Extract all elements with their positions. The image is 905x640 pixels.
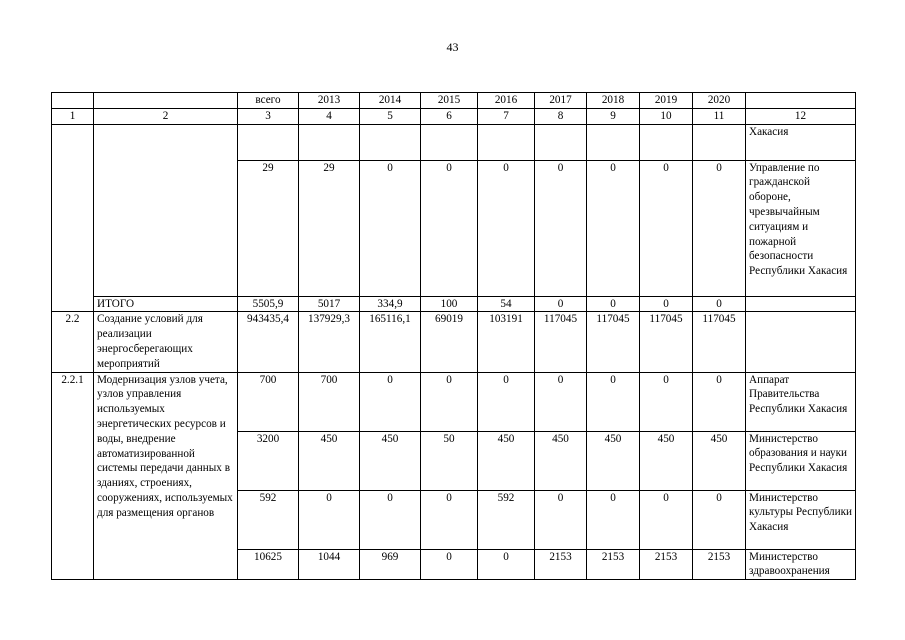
- value-cell: 0: [693, 490, 746, 549]
- total-row: [52, 296, 856, 312]
- value-cell: 592: [238, 490, 299, 549]
- column-number: 11: [693, 108, 746, 124]
- program-table: [51, 92, 856, 580]
- header-cell-empty: [94, 93, 238, 109]
- value-cell: 5505,9: [238, 296, 299, 312]
- column-number: 2: [94, 108, 238, 124]
- value-cell: 0: [421, 549, 478, 580]
- value-cell: 592: [478, 490, 535, 549]
- value-cell: 0: [587, 490, 640, 549]
- value-cell: 137929,3: [299, 312, 360, 372]
- value-cell: 10625: [238, 549, 299, 580]
- value-cell: 117045: [587, 312, 640, 372]
- header-year: 2018: [587, 93, 640, 109]
- column-number: 5: [360, 108, 421, 124]
- value-cell: 0: [421, 372, 478, 431]
- column-number: 10: [640, 108, 693, 124]
- column-number: 1: [52, 108, 94, 124]
- table-row: [52, 124, 856, 160]
- column-number: 6: [421, 108, 478, 124]
- value-cell: 0: [299, 490, 360, 549]
- value-cell: 0: [535, 490, 587, 549]
- value-cell: 0: [640, 296, 693, 312]
- value-cell: 50: [421, 431, 478, 490]
- row-name-cell: Модернизация узлов учета, узлов управления используемых энергетических ресурсов и воды, внедрение автоматизированной системы передачи данных в зданиях, строениях, сооружениях, используемых для размещения органов: [94, 372, 238, 580]
- header-year: всего: [238, 93, 299, 109]
- value-cell: 0: [360, 160, 421, 296]
- executor-cell: [746, 312, 856, 372]
- value-cell: [421, 124, 478, 160]
- executor-cell: Министерство образования и науки Республики Хакасия: [746, 431, 856, 490]
- value-cell: 450: [535, 431, 587, 490]
- table-row: [52, 312, 856, 372]
- value-cell: 29: [238, 160, 299, 296]
- value-cell: 0: [587, 372, 640, 431]
- value-cell: 69019: [421, 312, 478, 372]
- row-number-cell: 2.2.1: [52, 372, 94, 580]
- value-cell: [640, 124, 693, 160]
- value-cell: 29: [299, 160, 360, 296]
- column-number: 4: [299, 108, 360, 124]
- column-number: 8: [535, 108, 587, 124]
- value-cell: 0: [421, 490, 478, 549]
- header-year: 2020: [693, 93, 746, 109]
- value-cell: [238, 124, 299, 160]
- value-cell: 450: [478, 431, 535, 490]
- value-cell: 0: [693, 160, 746, 296]
- value-cell: 700: [299, 372, 360, 431]
- value-cell: 0: [535, 372, 587, 431]
- value-cell: 0: [587, 160, 640, 296]
- executor-cell: Министерство культуры Республики Хакасия: [746, 490, 856, 549]
- value-cell: 2153: [587, 549, 640, 580]
- value-cell: 117045: [640, 312, 693, 372]
- header-year: 2015: [421, 93, 478, 109]
- value-cell: 103191: [478, 312, 535, 372]
- value-cell: 0: [587, 296, 640, 312]
- executor-cell: Министерство здравоохранения: [746, 549, 856, 580]
- row-name-cell: Создание условий для реализации энергосберегающих мероприятий: [94, 312, 238, 372]
- value-cell: 117045: [535, 312, 587, 372]
- column-number: 9: [587, 108, 640, 124]
- value-cell: 0: [535, 296, 587, 312]
- column-number: 12: [746, 108, 856, 124]
- row-name-cell: ИТОГО: [94, 296, 238, 312]
- value-cell: 334,9: [360, 296, 421, 312]
- value-cell: 0: [421, 160, 478, 296]
- value-cell: 969: [360, 549, 421, 580]
- value-cell: 117045: [693, 312, 746, 372]
- value-cell: 0: [640, 490, 693, 549]
- header-year: 2016: [478, 93, 535, 109]
- header-year: 2017: [535, 93, 587, 109]
- value-cell: 0: [360, 490, 421, 549]
- value-cell: 5017: [299, 296, 360, 312]
- value-cell: 2153: [693, 549, 746, 580]
- header-cell-empty: [746, 93, 856, 109]
- column-number: 7: [478, 108, 535, 124]
- value-cell: 1044: [299, 549, 360, 580]
- value-cell: 943435,4: [238, 312, 299, 372]
- value-cell: 0: [535, 160, 587, 296]
- column-number-row: [52, 108, 856, 124]
- value-cell: 450: [299, 431, 360, 490]
- value-cell: 0: [693, 372, 746, 431]
- executor-cell: Хакасия: [746, 124, 856, 160]
- value-cell: [693, 124, 746, 160]
- value-cell: [478, 124, 535, 160]
- page-number: 43: [446, 40, 459, 54]
- row-number-cell: [52, 124, 94, 312]
- value-cell: [587, 124, 640, 160]
- value-cell: 0: [693, 296, 746, 312]
- value-cell: 0: [640, 160, 693, 296]
- row-name-cell: [94, 124, 238, 296]
- value-cell: [535, 124, 587, 160]
- value-cell: 450: [360, 431, 421, 490]
- value-cell: 2153: [535, 549, 587, 580]
- column-number: 3: [238, 108, 299, 124]
- value-cell: 0: [640, 372, 693, 431]
- header-year: 2019: [640, 93, 693, 109]
- row-number-cell: 2.2: [52, 312, 94, 372]
- value-cell: 450: [587, 431, 640, 490]
- value-cell: 2153: [640, 549, 693, 580]
- header-year: 2013: [299, 93, 360, 109]
- value-cell: 54: [478, 296, 535, 312]
- value-cell: 700: [238, 372, 299, 431]
- value-cell: [299, 124, 360, 160]
- value-cell: 0: [478, 160, 535, 296]
- executor-cell: Управление по гражданской обороне, чрезвычайным ситуациям и пожарной безопасности Республики Хакасия: [746, 160, 856, 296]
- value-cell: 0: [360, 372, 421, 431]
- value-cell: 450: [640, 431, 693, 490]
- value-cell: 0: [478, 549, 535, 580]
- executor-cell: Аппарат Правительства Республики Хакасия: [746, 372, 856, 431]
- header-cell-empty: [52, 93, 94, 109]
- year-header-row: [52, 93, 856, 109]
- value-cell: 450: [693, 431, 746, 490]
- table-row: [52, 372, 856, 431]
- value-cell: 100: [421, 296, 478, 312]
- value-cell: [360, 124, 421, 160]
- value-cell: 3200: [238, 431, 299, 490]
- value-cell: 165116,1: [360, 312, 421, 372]
- value-cell: 0: [478, 372, 535, 431]
- executor-cell: [746, 296, 856, 312]
- header-year: 2014: [360, 93, 421, 109]
